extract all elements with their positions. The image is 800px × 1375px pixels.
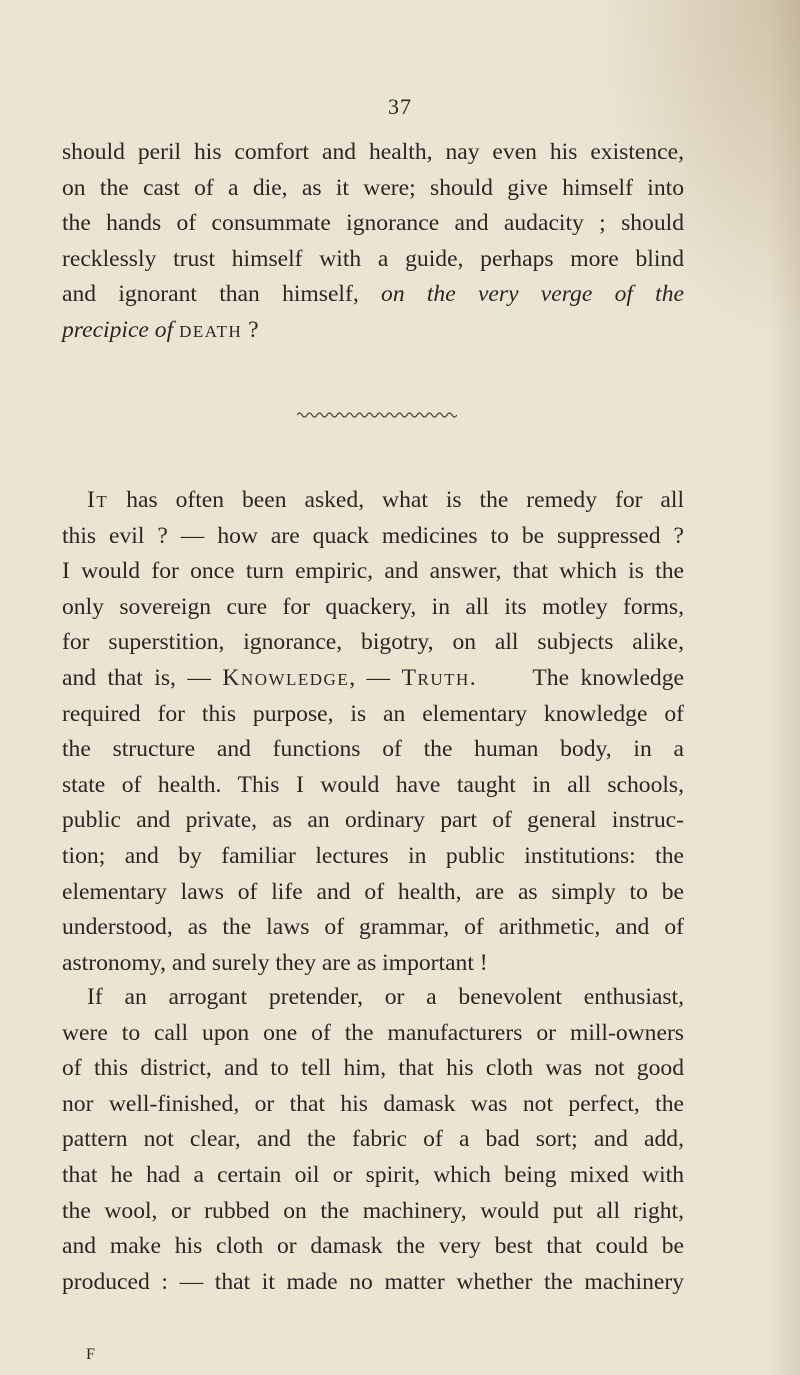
signature-mark: F	[86, 1346, 95, 1363]
text-line: understood, as the laws of grammar, of arithmetic, and of	[62, 914, 684, 941]
italic-phrase: on the very verge of the	[381, 281, 684, 308]
text-fragment: , —	[349, 664, 402, 691]
text-line: state of health. This I would have taught in all schools,	[62, 771, 684, 798]
text-line: the hands of consummate ignorance and audacity ; should	[62, 210, 684, 237]
text-line: of this district, and to tell him, that his cloth was not good	[62, 1055, 684, 1082]
text-line: public and private, as an ordinary part of general instruc-	[62, 807, 684, 834]
page-number: 37	[388, 94, 412, 119]
text-line: recklessly trust himself with a guide, perhaps more blind	[62, 245, 684, 272]
paragraph-2	[62, 483, 684, 981]
drop-word: It	[87, 487, 109, 513]
text-line: I would for once turn empiric, and answer, that which is the	[62, 558, 684, 585]
text-line: the wool, or rubbed on the machinery, would put all right,	[62, 1197, 684, 1224]
text-line	[62, 313, 684, 349]
text-line: were to call upon one of the manufacturers or mill-owners	[62, 1019, 684, 1046]
text-fragment: and ignorant than himself,	[62, 281, 359, 308]
text-line: and make his cloth or damask the very best that could be	[62, 1233, 684, 1260]
decorative-wavy-rule	[297, 408, 457, 422]
text-line: astronomy, and surely they are as important !	[62, 949, 488, 976]
text-line: on the cast of a die, as it were; should give himself into	[62, 174, 684, 201]
text-line: produced : — that it made no matter whether the machinery	[62, 1268, 684, 1295]
small-caps-word: Truth	[401, 664, 470, 691]
text-line: for superstition, ignorance, bigotry, on all subjects alike,	[62, 629, 684, 656]
text-fragment: and that is, —	[62, 664, 223, 691]
text-fragment: has often been asked, what is the remedy for all	[126, 487, 685, 513]
text-line: nor well-finished, or that his damask was not perfect, the	[62, 1090, 684, 1117]
text-fragment: . The knowledge	[469, 664, 684, 691]
small-caps-word: death	[179, 316, 243, 343]
text-line: required for this purpose, is an elementary knowledge of	[62, 700, 684, 727]
text-line: this evil ? — how are quack medicines to be suppressed ?	[62, 522, 684, 549]
text-line	[62, 661, 684, 697]
small-caps-word: Knowledge	[222, 664, 350, 691]
paragraph-1	[62, 135, 684, 349]
text-line: If an arrogant pretender, or a benevolent enthusiast,	[87, 984, 684, 1010]
text-line: elementary laws of life and of health, are as simply to be	[62, 878, 684, 905]
paragraph-3	[62, 980, 684, 1300]
italic-phrase: precipice of	[62, 316, 174, 343]
text-line: the structure and functions of the human body, in a	[62, 736, 684, 763]
text-fragment: ?	[242, 316, 259, 343]
text-line: should peril his comfort and health, nay even his existence,	[62, 139, 684, 165]
text-line: tion; and by familiar lectures in public institutions: the	[62, 842, 684, 869]
text-line	[62, 277, 684, 313]
text-line: only sovereign cure for quackery, in all its motley forms,	[62, 593, 684, 620]
text-line: that he had a certain oil or spirit, which being mixed with	[62, 1161, 684, 1188]
text-line	[62, 483, 684, 519]
text-line: pattern not clear, and the fabric of a bad sort; and add,	[62, 1126, 684, 1153]
